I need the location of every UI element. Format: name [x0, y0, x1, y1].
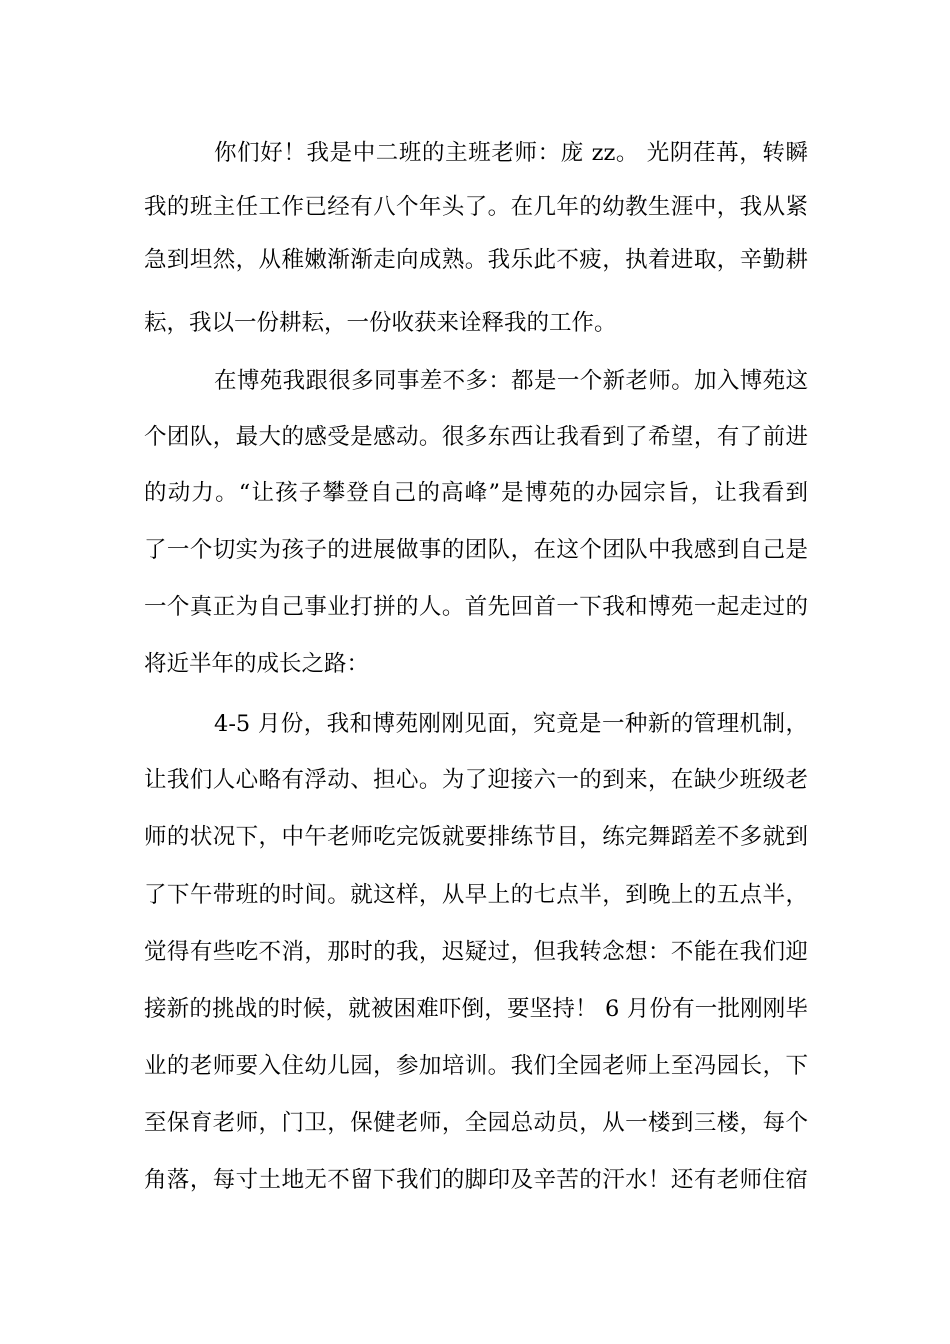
paragraph-1-line-3: 急到坦然，从稚嫩渐渐走向成熟。我乐此不疲，执着进取，辛勤耕	[144, 247, 808, 273]
paragraph-3-line-4: 了下午带班的时间。就这样，从早上的七点半，到晚上的五点半，	[144, 882, 808, 908]
paragraph-3-line-2: 让我们人心略有浮动、担心。为了迎接六一的到来，在缺少班级老	[144, 767, 808, 793]
paragraph-3-line-8: 至保育老师，门卫，保健老师，全园总动员，从一楼到三楼，每个	[144, 1110, 808, 1136]
paragraph-2-line-4: 了一个切实为孩子的进展做事的团队，在这个团队中我感到自己是	[144, 537, 808, 563]
paragraph-2-line-5: 一个真正为自己事业打拼的人。首先回首一下我和博苑一起走过的	[144, 594, 808, 620]
paragraph-1-line-2: 我的班主任工作已经有八个年头了。在几年的幼教生涯中，我从紧	[144, 194, 808, 220]
paragraph-2-line-3: 的动力。“让孩子攀登自己的高峰”是博苑的办园宗旨，让我看到	[144, 480, 808, 506]
paragraph-1-line-1: 你们好！我是中二班的主班老师：庞 zz。 光阴荏苒，转瞬	[214, 140, 808, 166]
paragraph-3-line-1: 4-5 月份，我和博苑刚刚见面，究竟是一种新的管理机制，	[214, 711, 808, 737]
paragraph-2-line-2: 个团队，最大的感受是感动。很多东西让我看到了希望，有了前进	[144, 424, 808, 450]
paragraph-3-line-6: 接新的挑战的时候，就被困难吓倒，要坚持！ 6 月份有一批刚刚毕	[144, 996, 808, 1022]
paragraph-3-line-5: 觉得有些吃不消，那时的我，迟疑过，但我转念想：不能在我们迎	[144, 939, 808, 965]
paragraph-3-line-9: 角落，每寸土地无不留下我们的脚印及辛苦的汗水！还有老师住宿	[144, 1167, 808, 1193]
paragraph-1-line-4: 耘，我以一份耕耘，一份收获来诠释我的工作。	[144, 310, 617, 336]
paragraph-2-line-6: 将近半年的成长之路：	[144, 651, 370, 677]
paragraph-2-line-1: 在博苑我跟很多同事差不多：都是一个新老师。加入博苑这	[214, 368, 808, 394]
paragraph-3-line-7: 业的老师要入住幼儿园，参加培训。我们全园老师上至冯园长，下	[144, 1053, 808, 1079]
paragraph-3-line-3: 师的状况下，中午老师吃完饭就要排练节目，练完舞蹈差不多就到	[144, 824, 808, 850]
